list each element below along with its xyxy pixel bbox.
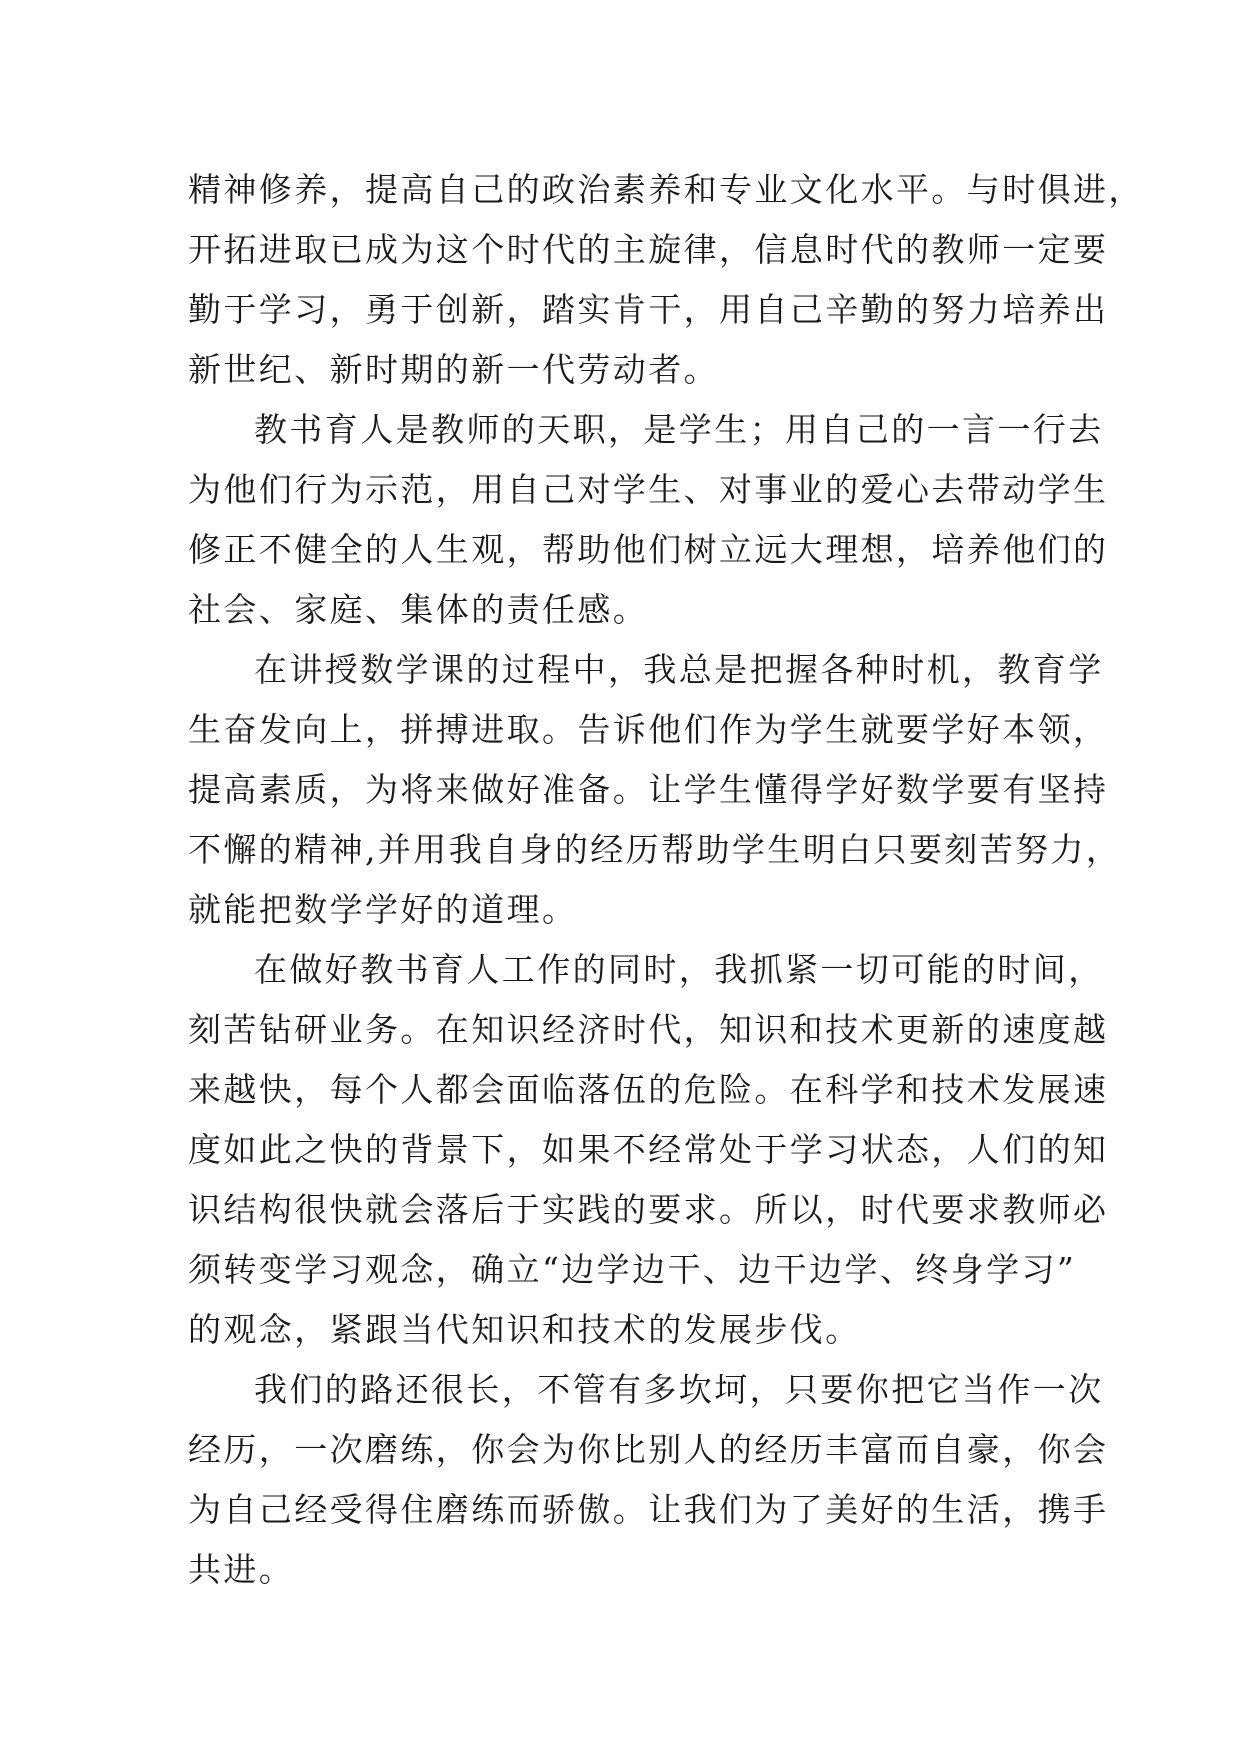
paragraph-4-line-7: 的观念，紧跟当代知识和技术的发展步伐。 xyxy=(188,1310,861,1349)
paragraph-1-line-1: 精神修养，提高自己的政治素养和专业文化水平。与时俱进， xyxy=(188,170,1144,209)
paragraph-5-line-2: 经历，一次磨练，你会为你比别人的经历丰富而自豪，你会 xyxy=(188,1430,1109,1469)
paragraph-3-line-4: 不懈的精神,并用我自身的经历帮助学生明白只要刻苦努力， xyxy=(188,830,1122,869)
paragraph-1-line-3: 勤于学习，勇于创新，踏实肯干，用自己辛勤的努力培养出 xyxy=(188,290,1109,329)
paragraph-3-line-3: 提高素质，为将来做好准备。让学生懂得学好数学要有坚持 xyxy=(188,770,1109,809)
paragraph-4-line-2: 刻苦钻研业务。在知识经济时代，知识和技术更新的速度越 xyxy=(188,1010,1109,1049)
paragraph-5-line-1: 我们的路还很长，不管有多坎坷，只要你把它当作一次 xyxy=(254,1370,1104,1409)
paragraph-2-line-2: 为他们行为示范，用自己对学生、对事业的爱心去带动学生 xyxy=(188,470,1109,509)
paragraph-2-line-3: 修正不健全的人生观，帮助他们树立远大理想，培养他们的 xyxy=(188,530,1109,569)
paragraph-3-line-1: 在讲授数学课的过程中，我总是把握各种时机，教育学 xyxy=(254,650,1104,689)
paragraph-5-line-4: 共进。 xyxy=(188,1550,295,1589)
paragraph-4-line-4: 度如此之快的背景下，如果不经常处于学习状态，人们的知 xyxy=(188,1130,1109,1169)
paragraph-4-line-5: 识结构很快就会落后于实践的要求。所以，时代要求教师必 xyxy=(188,1190,1109,1229)
paragraph-4-line-6: 须转变学习观念，确立“边学边干、边干边学、终身学习” xyxy=(188,1250,1077,1289)
paragraph-1-line-2: 开拓进取已成为这个时代的主旋律，信息时代的教师一定要 xyxy=(188,230,1109,269)
paragraph-4-line-3: 来越快，每个人都会面临落伍的危险。在科学和技术发展速 xyxy=(188,1070,1109,1109)
paragraph-1-line-4: 新世纪、新时期的新一代劳动者。 xyxy=(188,350,719,389)
paragraph-3-line-2: 生奋发向上，拼搏进取。告诉他们作为学生就要学好本领， xyxy=(188,710,1109,749)
paragraph-4-line-1: 在做好教书育人工作的同时，我抓紧一切可能的时间， xyxy=(254,950,1104,989)
paragraph-3-line-5: 就能把数学学好的道理。 xyxy=(188,890,578,929)
paragraph-5-line-3: 为自己经受得住磨练而骄傲。让我们为了美好的生活，携手 xyxy=(188,1490,1109,1529)
paragraph-2-line-4: 社会、家庭、集体的责任感。 xyxy=(188,590,649,629)
paragraph-2-line-1: 教书育人是教师的天职，是学生；用自己的一言一行去 xyxy=(254,410,1104,449)
document-body xyxy=(188,160,1144,1600)
